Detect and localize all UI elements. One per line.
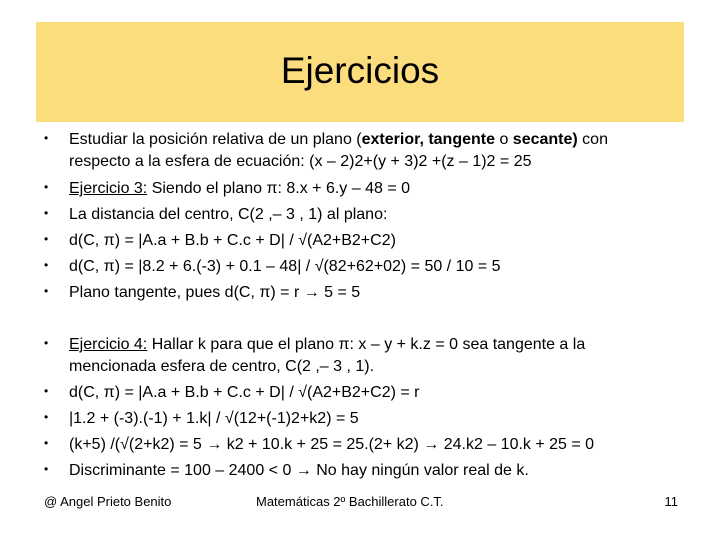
text-bold: secante) <box>512 131 578 148</box>
exercise-label: Ejercicio 4: <box>69 336 148 353</box>
line-7: Plano tangente, pues d(C, π) = r → 5 = 5 <box>69 284 361 301</box>
bullet: • <box>44 258 49 272</box>
line-10: d(C, π) = |A.a + B.b + C.c + D| / √(A2+B2+C2) = r <box>69 384 420 401</box>
line-3 <box>69 178 410 200</box>
line-13: Discriminante = 100 – 2400 < 0 → No hay ningún valor real de k. <box>69 462 529 479</box>
line-4: La distancia del centro, C(2 ,– 3 , 1) al plano: <box>69 206 388 223</box>
bullet: • <box>44 410 49 424</box>
line-9: mencionada esfera de centro, C(2 ,– 3 , 1). <box>69 358 375 375</box>
line-8 <box>69 334 585 356</box>
line-12: (k+5) /(√(2+k2) = 5 → k2 + 10.k + 25 = 25.(2+ k2) → 24.k2 – 10.k + 25 = 0 <box>69 436 595 453</box>
line-2: respecto a la esfera de ecuación: (x – 2)2+(y + 3)2 +(z – 1)2 = 25 <box>69 153 532 170</box>
line-6: d(C, π) = |8.2 + 6.(-3) + 0.1 – 48| / √(82+62+02) = 50 / 10 = 5 <box>69 258 501 275</box>
bullet: • <box>44 232 49 246</box>
footer-author: @ Angel Prieto Benito <box>44 494 172 509</box>
bullet: • <box>44 336 49 350</box>
bullet: • <box>44 180 49 194</box>
text-part: Siendo el plano π: 8.x + 6.y – 48 = 0 <box>147 180 411 197</box>
bullet: • <box>44 131 49 145</box>
text-part: con <box>577 131 608 148</box>
title-bar <box>36 22 684 122</box>
text-part: o <box>495 131 513 148</box>
bullet: • <box>44 462 49 476</box>
bullet: • <box>44 436 49 450</box>
text-part: Estudiar la posición relativa de un plano ( <box>69 131 362 148</box>
text-part: Hallar k para que el plano π: x – y + k.z = 0 sea tangente a la <box>147 336 586 353</box>
exercise-label: Ejercicio 3: <box>69 180 148 197</box>
text-bold: exterior, tangente <box>361 131 495 148</box>
bullet: • <box>44 206 49 220</box>
line-1 <box>69 129 608 151</box>
line-11: |1.2 + (-3).(-1) + 1.k| / √(12+(-1)2+k2) = 5 <box>69 410 359 427</box>
page-number: 11 <box>664 494 678 509</box>
bullet: • <box>44 284 49 298</box>
bullet: • <box>44 384 49 398</box>
slide-title: Ejercicios <box>280 50 440 91</box>
footer-course: Matemáticas 2º Bachillerato C.T. <box>256 494 444 509</box>
line-5: d(C, π) = |A.a + B.b + C.c + D| / √(A2+B2+C2) <box>69 232 396 249</box>
